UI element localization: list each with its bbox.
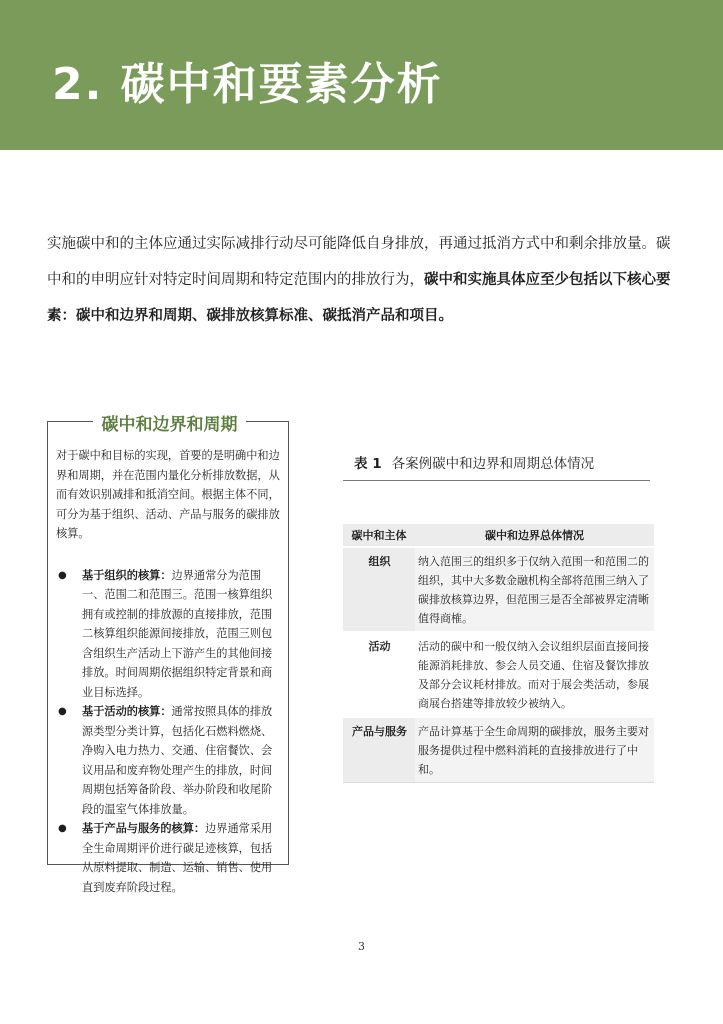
sidebar-box-top-rule-left <box>47 421 93 422</box>
table-row <box>343 717 654 783</box>
bullet-label: 基于产品与服务的核算： <box>82 822 206 835</box>
bullet-text: 通常按照具体的排放源类型分类计算，包括化石燃料燃烧、净购入电力热力、交通、住宿餐饮、会议用品和废弃物处理产生的排放，时间周期包括筹备阶段、举办阶段和收尾阶段的温室气体排放量。 <box>82 705 273 816</box>
table-header-detail: 碳中和边界总体情况 <box>415 524 654 547</box>
bullet-icon: ● <box>58 823 67 834</box>
list-item <box>56 819 282 897</box>
intro-paragraph <box>47 226 677 334</box>
table-cell-detail: 纳入范围三的组织多于仅纳入范围一和范围二的组织，其中大多数金融机构全部将范围三纳入了碳排放核算边界，但范围三是否全部被界定清晰值得商榷。 <box>415 547 654 632</box>
table-row <box>343 632 654 717</box>
table-caption <box>354 452 594 472</box>
bullet-label: 基于组织的核算： <box>82 568 172 582</box>
bullet-icon: ● <box>58 569 67 581</box>
bullet-text: 边界通常采用全生命周期评价进行碳足迹核算，包括从原料提取、制造、运输、销售、使用直到废弃阶段过程。 <box>82 822 273 894</box>
table-cell-subject: 组织 <box>343 547 415 632</box>
bullet-label: 基于活动的核算： <box>82 705 172 718</box>
table-cell-detail: 产品计算基于全生命周期的碳排放，服务主要对服务提供过程中燃料消耗的直接排放进行了中和。 <box>415 717 654 783</box>
table-row <box>343 547 654 632</box>
intro-bold-text: 碳中和实施具体应至少包括以下核心要素：碳中和边界和周期、碳排放核算标准、碳抵消产品和项目。 <box>47 272 671 324</box>
sidebar-body <box>56 446 282 897</box>
table-header-subject: 碳中和主体 <box>343 524 415 547</box>
page-number: 3 <box>358 940 365 953</box>
sidebar-title: 碳中和边界和周期 <box>101 415 238 435</box>
bullet-icon: ● <box>58 706 67 717</box>
section-title: 2. 碳中和要素分析 <box>52 59 443 110</box>
table-cell-detail: 活动的碳中和一般仅纳入会议组织层面直接间接能源消耗排放、参会人员交通、住宿及餐饮排放及部分会议耗材排放。而对于展会类活动，参展商展台搭建等排放较少被纳入。 <box>415 632 654 717</box>
table-caption-number: 表 1 <box>354 456 382 472</box>
table-caption-text: 各案例碳中和边界和周期总体情况 <box>391 456 595 472</box>
intro-text: 实施碳中和的主体应通过实际减排行动尽可能降低自身排放，再通过抵消方式中和剩余排放量。碳中和的申明应针对特定时间周期和特定范围内的排放行为， <box>47 236 671 288</box>
sidebar-box-top-rule-right <box>246 421 288 422</box>
sidebar-bullet-list <box>56 566 282 898</box>
table-header-row <box>343 524 654 547</box>
list-item <box>56 702 282 819</box>
sidebar-paragraph: 对于碳中和目标的实现，首要的是明确中和边界和周期，并在范围内量化分析排放数据，从而有效识别减排和抵消空间。根据主体不同，可分为基于组织、活动、产品与服务的碳排放核算。 <box>56 449 280 540</box>
table-caption-rule <box>343 480 650 481</box>
table-cell-subject: 活动 <box>343 632 415 717</box>
list-item <box>56 566 282 703</box>
bullet-text: 边界通常分为范围一、范围二和范围三。范围一核算组织拥有或控制的排放源的直接排放，范围二核算组织能源间接排放，范围三则包含组织生产活动上下游产生的其他间接排放。时间周期依据组织特定背景和商业目标选择。 <box>82 568 273 699</box>
summary-table <box>343 524 654 783</box>
table-cell-subject: 产品与服务 <box>343 717 415 783</box>
header-banner <box>0 0 723 150</box>
